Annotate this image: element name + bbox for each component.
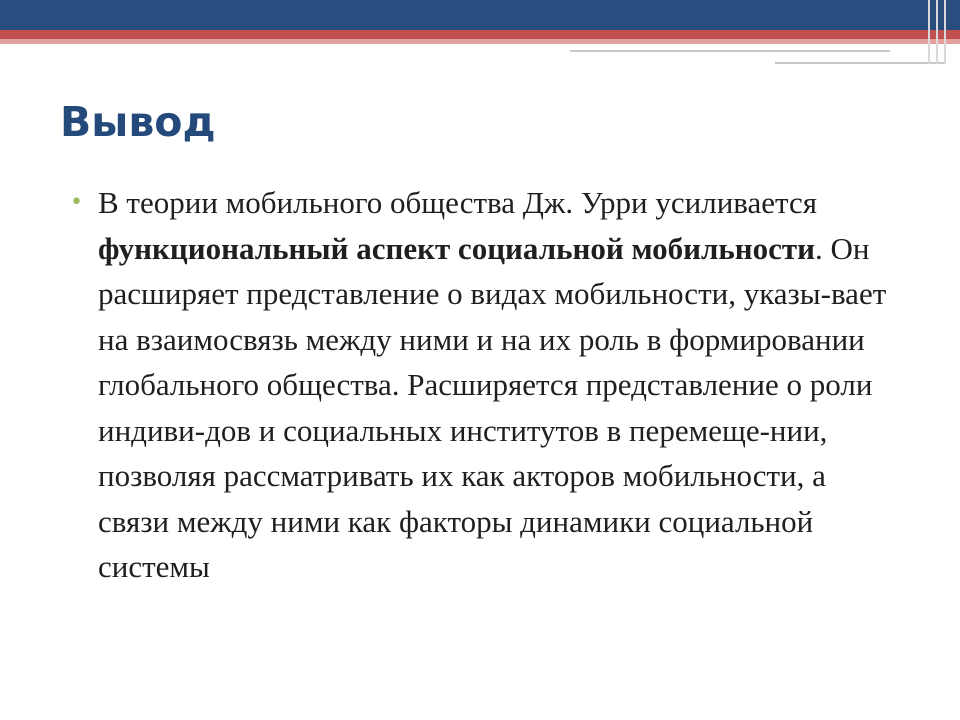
header-vertical-rule: [928, 0, 930, 64]
header-vertical-rule: [936, 0, 938, 64]
bullet-text-bold: функциональный аспект социальной мобильности: [98, 230, 816, 266]
bullet-text-part1: В теории мобильного общества Дж. Урри усиливается: [98, 185, 817, 220]
slide-title: Вывод: [60, 98, 216, 146]
header-band-red-lower: [0, 39, 960, 44]
header-rule: [570, 50, 890, 52]
bullet-list: [70, 180, 900, 590]
bullet-text: [98, 185, 886, 584]
header-vertical-rule: [944, 0, 946, 64]
bullet-dot-icon: •: [70, 190, 83, 215]
header-band-red: [0, 30, 960, 39]
bullet-text-part2: . Он расширяет представление о видах мобильности, указы-вает на взаимосвязь между ними и на их роль в формировании глобального общества. Расширяется представление о роли индиви-дов и социальных институтов в перемеще-нии, позволяя рассматривать их как акторов мобильности, а связи между ними как факторы динамики социальной системы: [98, 230, 887, 584]
header-rule: [775, 62, 945, 64]
header-band-blue: [0, 0, 960, 30]
bullet-item: [70, 180, 900, 590]
